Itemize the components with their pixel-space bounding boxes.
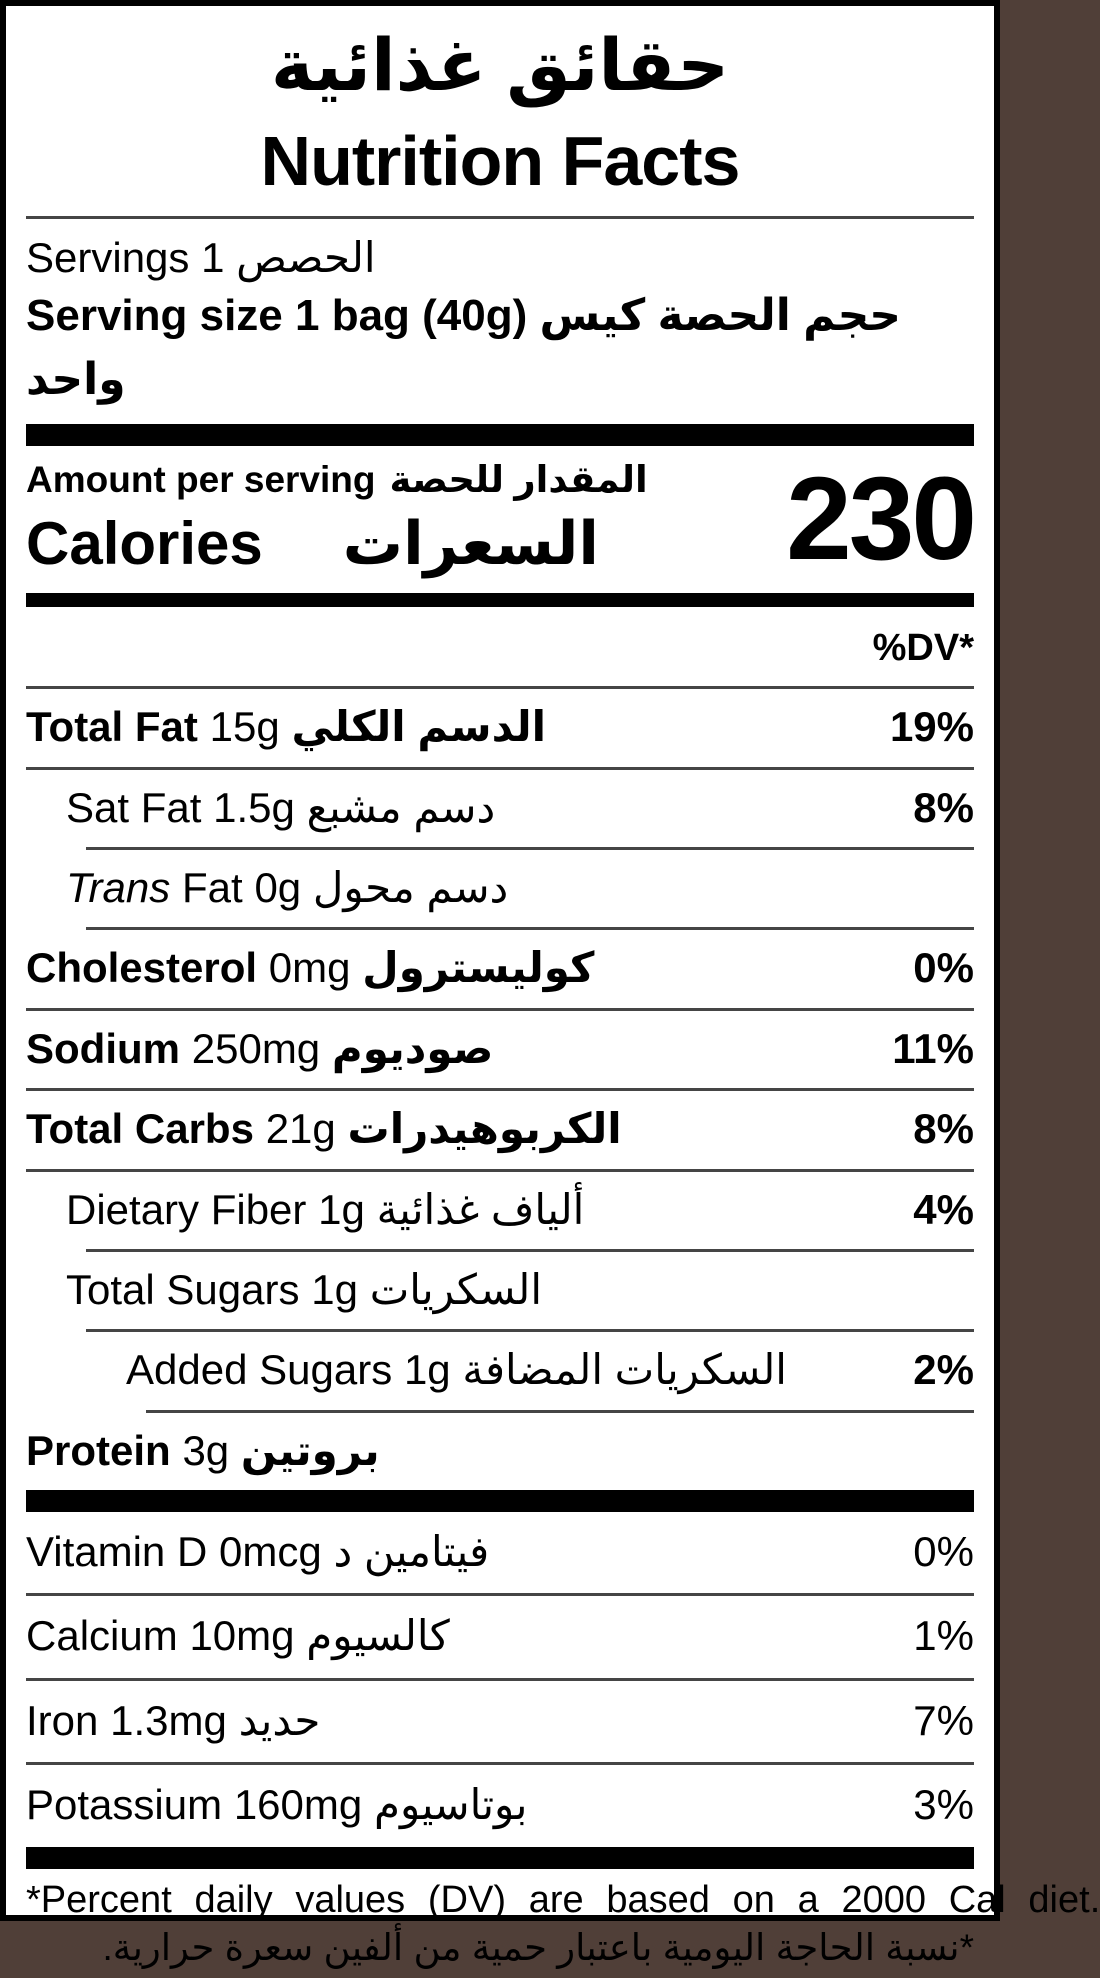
nutrient-row-dietary-fiber <box>26 1172 974 1249</box>
vitamin-row-potassium <box>26 1765 974 1846</box>
thick-bar <box>26 1490 974 1512</box>
nutrient-name: Total Sugars <box>66 1265 300 1313</box>
nutrient-name-arabic: السكريات المضافة <box>462 1346 787 1394</box>
nutrient-name: Protein <box>26 1426 171 1474</box>
vitamin-name: Calcium <box>26 1612 178 1660</box>
vitamin-amount: 0mcg <box>219 1528 322 1576</box>
serving-size-text: Serving size 1 bag (40g) <box>26 291 528 341</box>
vitamin-amount: 10mg <box>189 1612 295 1660</box>
nutrient-row-protein <box>26 1413 974 1490</box>
nutrient-row-trans-fat <box>26 850 974 927</box>
servings-text: Servings 1 <box>26 233 225 281</box>
calories-label: Calories <box>26 510 263 578</box>
nutrient-amount: 250mg <box>191 1024 321 1072</box>
nutrient-name: Added Sugars <box>126 1346 393 1394</box>
nutrient-row-sat-fat <box>26 770 974 847</box>
nutrient-table <box>26 689 974 1490</box>
amount-per-serving-text: Amount per serving <box>26 459 376 501</box>
nutrient-name: Sat Fat <box>66 783 202 831</box>
vitamin-dv: 3% <box>913 1781 974 1829</box>
serving-size-text-arabic: حجم الحصة كيس واحد <box>26 291 901 405</box>
serving-size-line <box>26 284 974 424</box>
footnote-english: *Percent daily values (DV) are based on a 2000 Cal diet. <box>26 1878 1100 1921</box>
footnote <box>26 1869 1100 1978</box>
vitamin-row-vitamin-d <box>26 1512 974 1593</box>
label-title-arabic: حقائق غذائية <box>270 26 730 106</box>
nutrient-dv: 8% <box>913 1105 974 1153</box>
thick-bar <box>26 1847 974 1869</box>
nutrient-dv: 8% <box>913 783 974 831</box>
nutrient-row-added-sugars <box>26 1332 974 1409</box>
nutrient-amount: 0g <box>254 863 302 911</box>
percent-dv-header: %DV* <box>872 627 974 670</box>
nutrient-row-total-carbs <box>26 1091 974 1168</box>
nutrient-name-arabic: دسم محول <box>312 863 509 911</box>
label-title-english: Nutrition Facts <box>260 121 740 200</box>
amount-per-serving-arabic: المقدار للحصة <box>389 459 648 501</box>
nutrient-dv: 19% <box>889 703 974 751</box>
nutrient-name-arabic: السكريات <box>369 1265 543 1313</box>
nutrient-dv: 4% <box>913 1185 974 1233</box>
calories-label-arabic: السعرات <box>342 510 599 578</box>
vitamin-row-calcium <box>26 1596 974 1677</box>
nutrient-dv: 2% <box>913 1346 974 1394</box>
servings-line <box>26 219 974 285</box>
nutrient-name: Dietary Fiber <box>66 1185 307 1233</box>
vitamin-name-arabic: كالسيوم <box>306 1612 450 1660</box>
vitamin-name: Vitamin D <box>26 1528 208 1576</box>
nutrient-name-arabic: الكربوهيدرات <box>347 1105 622 1153</box>
nutrient-name-arabic: الدسم الكلي <box>291 703 547 751</box>
nutrient-amount: 0mg <box>268 944 351 992</box>
calories-value: 230 <box>786 452 974 585</box>
nutrient-row-cholesterol <box>26 930 974 1007</box>
thick-bar <box>26 424 974 446</box>
nutrient-row-total-fat <box>26 689 974 766</box>
nutrient-amount: 1g <box>318 1185 365 1233</box>
vitamin-dv: 1% <box>913 1612 974 1660</box>
nutrient-dv: 11% <box>892 1024 974 1072</box>
nutrient-amount: 21g <box>265 1105 336 1153</box>
vitamin-name: Potassium <box>26 1781 223 1829</box>
nutrient-amount: 1g <box>311 1265 358 1313</box>
vitamin-amount: 160mg <box>233 1781 363 1829</box>
vitamin-name: Iron <box>26 1696 99 1744</box>
calories-section <box>26 446 974 593</box>
nutrient-name: Fat <box>182 863 243 911</box>
vitamin-row-iron <box>26 1681 974 1762</box>
calories-label-line <box>26 506 786 581</box>
nutrient-amount: 3g <box>182 1426 230 1474</box>
servings-text-arabic: الحصص <box>236 233 376 281</box>
nutrient-name-arabic: كوليسترول <box>362 944 595 992</box>
nutrient-name: Total Fat <box>26 703 198 751</box>
nutrient-dv: 0% <box>913 944 974 992</box>
medium-bar <box>26 593 974 607</box>
nutrient-name-arabic: بروتين <box>240 1426 380 1474</box>
nutrient-name-arabic: صوديوم <box>331 1024 494 1072</box>
nutrient-amount: 1.5g <box>213 783 295 831</box>
footnote-arabic: *نسبة الحاجة اليومية باعتبار حمية من ألفين سعرة حرارية. <box>102 1927 974 1969</box>
nutrient-name-arabic: ألياف غذائية <box>376 1185 585 1233</box>
vitamins-table <box>26 1512 974 1847</box>
nutrient-name-italic: Trans <box>66 863 171 911</box>
nutrient-name: Sodium <box>26 1024 180 1072</box>
nutrient-row-total-sugars <box>26 1252 974 1329</box>
vitamin-amount: 1.3mg <box>110 1696 227 1744</box>
nutrient-name: Cholesterol <box>26 944 258 992</box>
vitamin-name-arabic: حديد <box>238 1696 321 1744</box>
nutrient-amount: 15g <box>209 703 280 751</box>
vitamin-name-arabic: فيتامين د <box>333 1528 490 1576</box>
vitamin-dv: 0% <box>913 1528 974 1576</box>
vitamin-name-arabic: بوتاسيوم <box>374 1781 528 1829</box>
vitamin-dv: 7% <box>913 1696 974 1744</box>
nutrient-name-arabic: دسم مشبع <box>306 783 496 831</box>
amount-per-serving-line <box>26 456 786 504</box>
nutrient-row-sodium <box>26 1011 974 1088</box>
nutrient-name: Total Carbs <box>26 1105 254 1153</box>
nutrient-amount: 1g <box>403 1346 451 1394</box>
